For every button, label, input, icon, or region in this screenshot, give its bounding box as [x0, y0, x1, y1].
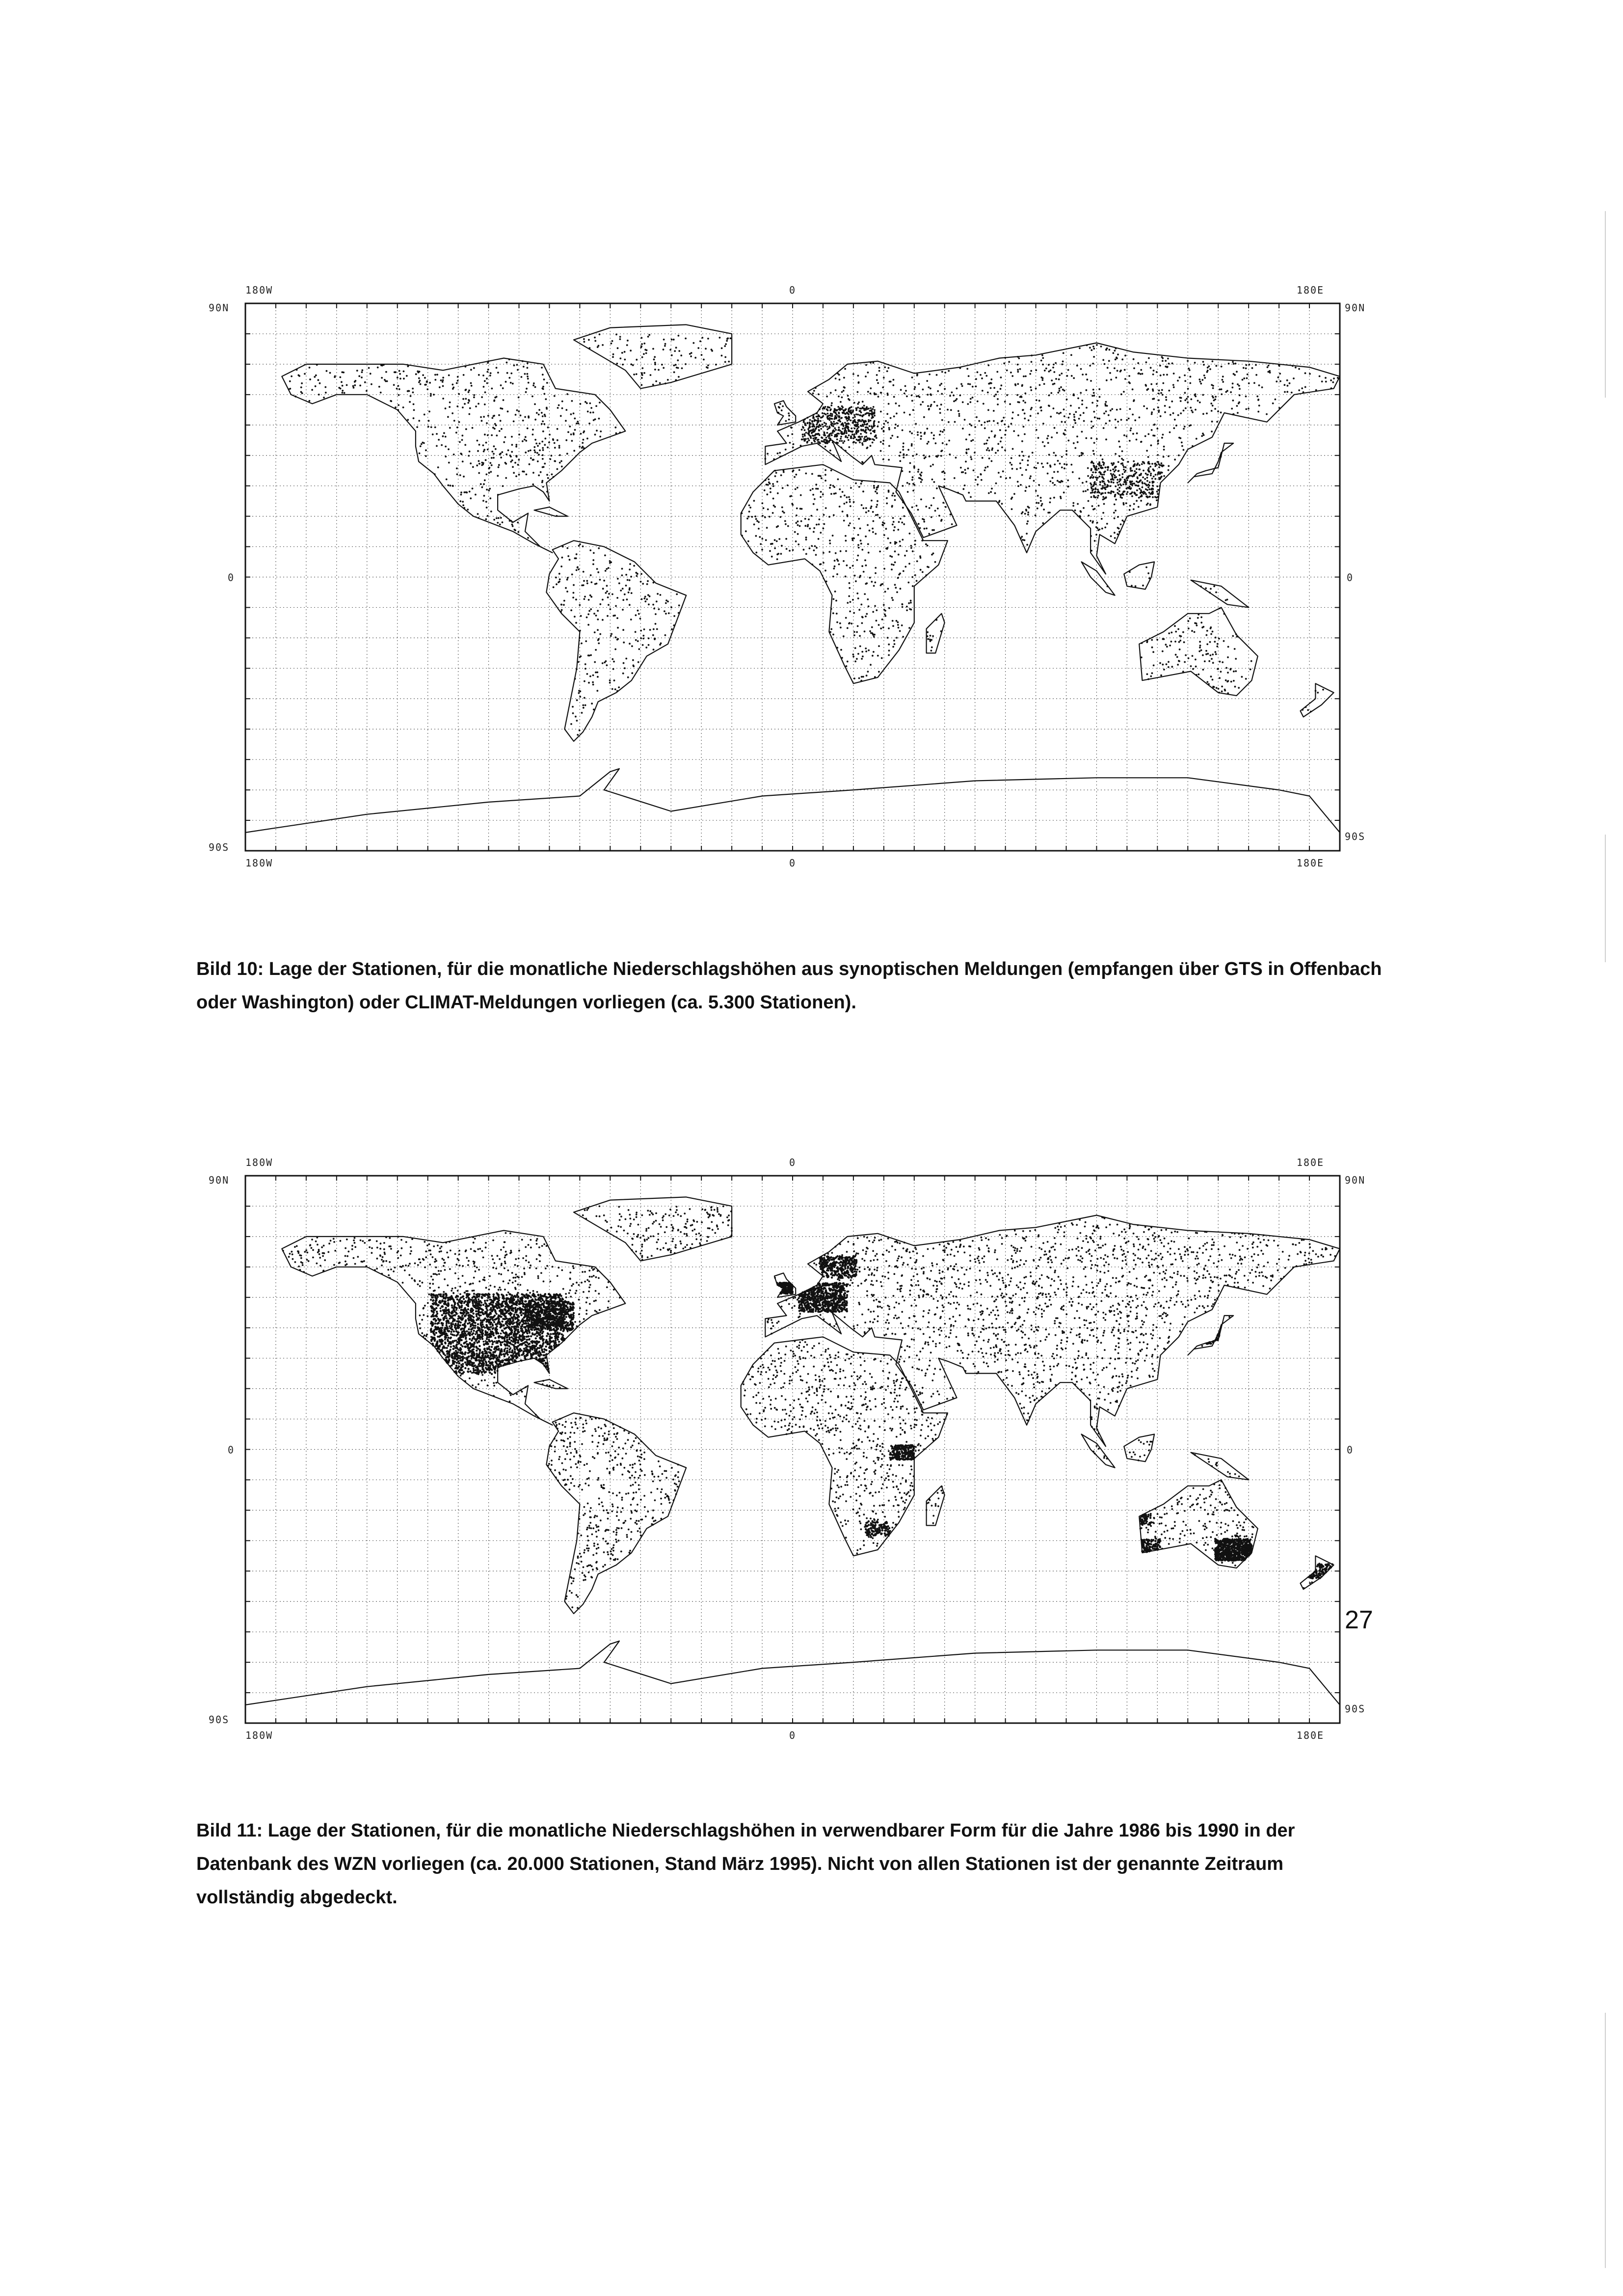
axis-label-left-south: 90S — [209, 841, 230, 853]
coastline — [1191, 580, 1249, 608]
caption-bild-10 — [196, 952, 1384, 1019]
axis-label-right-equator: 0 — [1347, 1444, 1354, 1456]
graticule — [245, 1176, 1340, 1723]
world-map-bild-10 — [209, 284, 1365, 869]
coastline — [741, 1337, 948, 1556]
scan-edge-line — [1605, 211, 1606, 398]
axis-label-bottom-center: 0 — [789, 1729, 797, 1741]
station-points — [288, 333, 1339, 736]
tick-marks — [245, 303, 1340, 851]
axis-label-bottom-right: 180E — [1296, 857, 1325, 869]
axis-label-right-equator: 0 — [1347, 571, 1354, 584]
world-map-bild-11 — [209, 1157, 1365, 1741]
coastline — [282, 1231, 625, 1425]
coastline — [1082, 562, 1115, 595]
axis-label-top-right: 180E — [1296, 1157, 1325, 1168]
axis-label-right-north: 90N — [1345, 1174, 1366, 1186]
station-points — [282, 1205, 1336, 1609]
map-frame — [245, 1176, 1340, 1723]
graticule — [245, 303, 1340, 851]
axis-label-top-center: 0 — [789, 284, 797, 296]
caption-bild-10-label: Bild 10: — [196, 959, 264, 979]
axis-label-top-center: 0 — [789, 1157, 797, 1168]
tick-marks — [245, 1176, 1340, 1723]
axis-label-bottom-center: 0 — [789, 857, 797, 869]
coastline — [1139, 1480, 1258, 1568]
coastline — [534, 1379, 568, 1389]
axis-label-bottom-left: 180W — [245, 857, 273, 869]
coastline — [245, 1641, 1340, 1705]
coastline — [546, 540, 686, 741]
axis-label-right-north: 90N — [1345, 302, 1366, 314]
axis-label-bottom-left: 180W — [245, 1729, 273, 1741]
axis-label-top-left: 180W — [245, 284, 273, 296]
coastline — [927, 614, 945, 653]
caption-bild-10-text: Lage der Stationen, für die monatliche Niederschlagshöhen aus synoptischen Meldungen (empfangen über GTS in Offenbach oder Washington) oder CLIMAT-Meldungen vorliegen (ca. 5.300 Stationen). — [196, 959, 1382, 1013]
axis-label-left-north: 90N — [209, 1174, 230, 1186]
axis-label-right-south: 90S — [1345, 1703, 1366, 1715]
axis-label-left-north: 90N — [209, 302, 230, 314]
coastlines — [245, 1197, 1340, 1704]
coastline — [774, 401, 796, 425]
caption-bild-11-label: Bild 11: — [196, 1820, 263, 1841]
axis-label-left-equator: 0 — [227, 1444, 235, 1456]
coastline — [765, 343, 1340, 574]
coastline — [546, 1413, 686, 1614]
coastline — [574, 1197, 732, 1261]
coastline — [774, 1273, 796, 1297]
axis-label-bottom-right: 180E — [1296, 1729, 1325, 1741]
coastline — [741, 464, 948, 683]
caption-bild-11-text: Lage der Stationen, für die monatliche Niederschlagshöhen in verwendbarer Form für die Jahre 1986 bis 1990 in der Datenbank des WZN vorliegen (ca. 20.000 Stationen, Stand März 1995). Nicht von allen Stationen ist der genannte Zeitraum vollständig abgedeckt. — [196, 1820, 1295, 1908]
axis-label-left-south: 90S — [209, 1714, 230, 1726]
coastline — [1188, 1316, 1233, 1355]
coastline — [245, 769, 1340, 833]
coastline — [765, 1216, 1340, 1447]
map-frame — [245, 303, 1340, 851]
scan-edge-line — [1605, 835, 1606, 962]
coastline — [1082, 1434, 1115, 1468]
coastline — [1124, 562, 1154, 590]
axis-label-top-right: 180E — [1296, 284, 1325, 296]
axis-label-right-south: 90S — [1345, 831, 1366, 842]
coastline — [1188, 443, 1233, 483]
coastline — [282, 358, 625, 553]
coastline — [1139, 607, 1258, 696]
axis-label-top-left: 180W — [245, 1157, 273, 1168]
coastline — [574, 324, 732, 388]
coastline — [534, 507, 568, 516]
coastline — [1191, 1453, 1249, 1480]
axis-label-left-equator: 0 — [227, 571, 235, 584]
coastlines — [245, 324, 1340, 832]
coastline — [1301, 1556, 1334, 1589]
caption-bild-11 — [196, 1814, 1384, 1914]
coastline — [1301, 683, 1334, 717]
coastline — [1124, 1434, 1154, 1462]
coastline — [927, 1486, 945, 1526]
page-number: 27 — [1345, 1606, 1373, 1634]
scan-edge-line — [1605, 2013, 1606, 2268]
